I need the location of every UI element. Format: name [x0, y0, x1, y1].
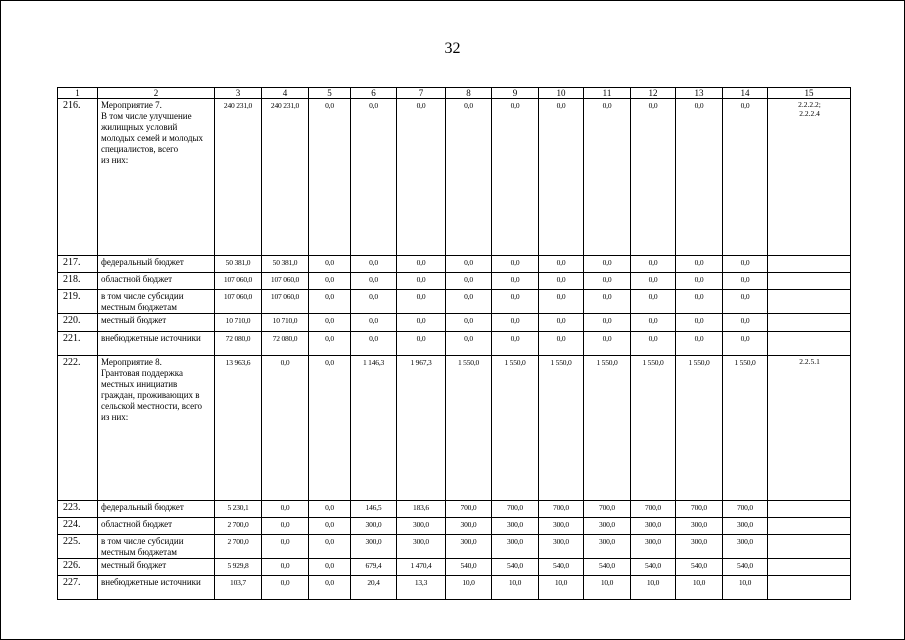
row-description: внебюджетные источники	[98, 332, 215, 356]
value-cell: 540,0	[446, 559, 492, 576]
column-header: 10	[539, 88, 584, 99]
value-cell: 0,0	[631, 99, 676, 256]
value-cell: 0,0	[309, 99, 351, 256]
value-cell: 0,0	[631, 290, 676, 314]
column-header: 2	[98, 88, 215, 99]
table-row	[58, 290, 851, 314]
value-cell: 0,0	[539, 99, 584, 256]
table-row	[58, 559, 851, 576]
value-cell: 0,0	[262, 576, 309, 600]
value-cell: 20,4	[351, 576, 397, 600]
value-cell: 0,0	[309, 501, 351, 518]
value-cell: 0,0	[492, 332, 539, 356]
table-row	[58, 356, 851, 501]
value-cell: 5 929,8	[215, 559, 262, 576]
value-cell: 300,0	[351, 535, 397, 559]
row-number: 223.	[58, 501, 98, 518]
reference-cell	[768, 273, 851, 290]
value-cell: 0,0	[262, 535, 309, 559]
value-cell: 0,0	[309, 314, 351, 332]
table-row	[58, 99, 851, 256]
value-cell: 300,0	[723, 518, 768, 535]
table-row	[58, 256, 851, 273]
value-cell: 0,0	[309, 290, 351, 314]
value-cell: 0,0	[539, 332, 584, 356]
value-cell: 300,0	[539, 535, 584, 559]
value-cell: 1 470,4	[397, 559, 446, 576]
row-description: федеральный бюджет	[98, 501, 215, 518]
value-cell: 0,0	[584, 314, 631, 332]
value-cell: 10,0	[584, 576, 631, 600]
value-cell: 0,0	[262, 356, 309, 501]
value-cell: 540,0	[539, 559, 584, 576]
value-cell: 183,6	[397, 501, 446, 518]
row-number: 219.	[58, 290, 98, 314]
value-cell: 1 550,0	[676, 356, 723, 501]
value-cell: 0,0	[584, 290, 631, 314]
value-cell: 107 060,0	[215, 273, 262, 290]
value-cell: 700,0	[723, 501, 768, 518]
row-number: 216.	[58, 99, 98, 256]
value-cell: 0,0	[309, 256, 351, 273]
value-cell: 0,0	[309, 559, 351, 576]
row-description: областной бюджет	[98, 518, 215, 535]
value-cell: 103,7	[215, 576, 262, 600]
row-number: 224.	[58, 518, 98, 535]
value-cell: 107 060,0	[262, 273, 309, 290]
value-cell: 0,0	[446, 256, 492, 273]
value-cell: 0,0	[397, 290, 446, 314]
value-cell: 0,0	[262, 559, 309, 576]
value-cell: 300,0	[351, 518, 397, 535]
value-cell: 50 381,0	[262, 256, 309, 273]
value-cell: 700,0	[446, 501, 492, 518]
column-header: 15	[768, 88, 851, 99]
value-cell: 0,0	[539, 256, 584, 273]
column-header: 13	[676, 88, 723, 99]
reference-cell	[768, 501, 851, 518]
value-cell: 10 710,0	[262, 314, 309, 332]
row-description: внебюджетные источники	[98, 576, 215, 600]
value-cell: 700,0	[584, 501, 631, 518]
value-cell: 0,0	[723, 256, 768, 273]
value-cell: 0,0	[351, 273, 397, 290]
value-cell: 0,0	[676, 290, 723, 314]
reference-cell: 2.2.5.1	[768, 356, 851, 501]
value-cell: 13,3	[397, 576, 446, 600]
value-cell: 0,0	[309, 356, 351, 501]
row-description: в том числе субсидии местным бюджетам	[98, 290, 215, 314]
value-cell: 0,0	[397, 256, 446, 273]
value-cell: 540,0	[492, 559, 539, 576]
value-cell: 0,0	[584, 256, 631, 273]
row-number: 221.	[58, 332, 98, 356]
value-cell: 0,0	[309, 535, 351, 559]
column-header: 5	[309, 88, 351, 99]
value-cell: 300,0	[584, 518, 631, 535]
reference-cell	[768, 256, 851, 273]
value-cell: 107 060,0	[262, 290, 309, 314]
value-cell: 300,0	[492, 518, 539, 535]
table-row	[58, 518, 851, 535]
value-cell: 10,0	[723, 576, 768, 600]
value-cell: 0,0	[631, 256, 676, 273]
table-row	[58, 332, 851, 356]
value-cell: 240 231,0	[215, 99, 262, 256]
value-cell: 10,0	[676, 576, 723, 600]
value-cell: 700,0	[492, 501, 539, 518]
value-cell: 700,0	[676, 501, 723, 518]
row-description: в том числе субсидии местным бюджетам	[98, 535, 215, 559]
value-cell: 300,0	[631, 518, 676, 535]
value-cell: 0,0	[446, 273, 492, 290]
value-cell: 0,0	[631, 273, 676, 290]
value-cell: 0,0	[397, 99, 446, 256]
value-cell: 1 550,0	[584, 356, 631, 501]
value-cell: 0,0	[446, 290, 492, 314]
value-cell: 0,0	[446, 314, 492, 332]
column-header: 11	[584, 88, 631, 99]
value-cell: 1 550,0	[492, 356, 539, 501]
value-cell: 0,0	[309, 273, 351, 290]
value-cell: 540,0	[584, 559, 631, 576]
budget-table	[57, 87, 851, 600]
column-header: 7	[397, 88, 446, 99]
column-header: 6	[351, 88, 397, 99]
value-cell: 10 710,0	[215, 314, 262, 332]
value-cell: 1 550,0	[446, 356, 492, 501]
value-cell: 0,0	[446, 332, 492, 356]
value-cell: 0,0	[492, 273, 539, 290]
value-cell: 1 550,0	[631, 356, 676, 501]
value-cell: 72 080,0	[262, 332, 309, 356]
value-cell: 0,0	[397, 332, 446, 356]
value-cell: 0,0	[262, 518, 309, 535]
value-cell: 50 381,0	[215, 256, 262, 273]
value-cell: 0,0	[676, 273, 723, 290]
row-number: 227.	[58, 576, 98, 600]
row-number: 222.	[58, 356, 98, 501]
column-header: 3	[215, 88, 262, 99]
row-description: местный бюджет	[98, 559, 215, 576]
value-cell: 0,0	[397, 314, 446, 332]
value-cell: 300,0	[723, 535, 768, 559]
column-header: 14	[723, 88, 768, 99]
value-cell: 0,0	[351, 256, 397, 273]
value-cell: 700,0	[539, 501, 584, 518]
table-row	[58, 535, 851, 559]
value-cell: 1 146,3	[351, 356, 397, 501]
value-cell: 10,0	[539, 576, 584, 600]
value-cell: 0,0	[262, 501, 309, 518]
value-cell: 1 550,0	[539, 356, 584, 501]
row-number: 226.	[58, 559, 98, 576]
value-cell: 0,0	[351, 290, 397, 314]
header-row	[58, 88, 851, 99]
value-cell: 300,0	[397, 518, 446, 535]
column-header: 8	[446, 88, 492, 99]
row-description: федеральный бюджет	[98, 256, 215, 273]
value-cell: 300,0	[584, 535, 631, 559]
value-cell: 2 700,0	[215, 535, 262, 559]
column-header: 9	[492, 88, 539, 99]
value-cell: 0,0	[723, 273, 768, 290]
value-cell: 0,0	[351, 99, 397, 256]
value-cell: 300,0	[676, 518, 723, 535]
value-cell: 300,0	[397, 535, 446, 559]
row-description: областной бюджет	[98, 273, 215, 290]
value-cell: 0,0	[309, 332, 351, 356]
reference-cell	[768, 332, 851, 356]
value-cell: 300,0	[631, 535, 676, 559]
value-cell: 0,0	[539, 290, 584, 314]
reference-cell	[768, 535, 851, 559]
value-cell: 0,0	[676, 99, 723, 256]
value-cell: 0,0	[676, 314, 723, 332]
value-cell: 10,0	[446, 576, 492, 600]
value-cell: 540,0	[631, 559, 676, 576]
value-cell: 0,0	[351, 332, 397, 356]
value-cell: 540,0	[676, 559, 723, 576]
value-cell: 0,0	[492, 290, 539, 314]
value-cell: 1 550,0	[723, 356, 768, 501]
row-number: 225.	[58, 535, 98, 559]
value-cell: 0,0	[539, 314, 584, 332]
value-cell: 0,0	[584, 332, 631, 356]
value-cell: 107 060,0	[215, 290, 262, 314]
value-cell: 0,0	[584, 273, 631, 290]
value-cell: 300,0	[446, 518, 492, 535]
value-cell: 0,0	[676, 256, 723, 273]
value-cell: 0,0	[492, 314, 539, 332]
value-cell: 0,0	[723, 314, 768, 332]
value-cell: 0,0	[446, 99, 492, 256]
value-cell: 0,0	[723, 99, 768, 256]
value-cell: 679,4	[351, 559, 397, 576]
value-cell: 146,5	[351, 501, 397, 518]
value-cell: 0,0	[631, 332, 676, 356]
value-cell: 72 080,0	[215, 332, 262, 356]
table-row	[58, 501, 851, 518]
row-number: 220.	[58, 314, 98, 332]
value-cell: 0,0	[492, 99, 539, 256]
value-cell: 13 963,6	[215, 356, 262, 501]
column-header: 4	[262, 88, 309, 99]
value-cell: 0,0	[584, 99, 631, 256]
reference-cell	[768, 290, 851, 314]
reference-cell: 2.2.2.2; 2.2.2.4	[768, 99, 851, 256]
value-cell: 2 700,0	[215, 518, 262, 535]
column-header: 1	[58, 88, 98, 99]
row-description: местный бюджет	[98, 314, 215, 332]
value-cell: 0,0	[723, 332, 768, 356]
value-cell: 10,0	[492, 576, 539, 600]
page-number: 32	[444, 40, 461, 57]
table-row	[58, 314, 851, 332]
column-header: 12	[631, 88, 676, 99]
value-cell: 0,0	[492, 256, 539, 273]
value-cell: 700,0	[631, 501, 676, 518]
value-cell: 0,0	[676, 332, 723, 356]
value-cell: 5 230,1	[215, 501, 262, 518]
value-cell: 0,0	[539, 273, 584, 290]
value-cell: 0,0	[351, 314, 397, 332]
reference-cell	[768, 314, 851, 332]
value-cell: 540,0	[723, 559, 768, 576]
table-row	[58, 273, 851, 290]
value-cell: 300,0	[676, 535, 723, 559]
row-description: Мероприятие 8. Грантовая поддержка местных инициатив граждан, проживающих в сельской местности, всего из них:	[98, 356, 215, 501]
value-cell: 1 967,3	[397, 356, 446, 501]
value-cell: 0,0	[397, 273, 446, 290]
row-number: 218.	[58, 273, 98, 290]
table-row	[58, 576, 851, 600]
value-cell: 0,0	[309, 518, 351, 535]
value-cell: 300,0	[492, 535, 539, 559]
row-number: 217.	[58, 256, 98, 273]
value-cell: 240 231,0	[262, 99, 309, 256]
reference-cell	[768, 576, 851, 600]
value-cell: 0,0	[631, 314, 676, 332]
value-cell: 0,0	[309, 576, 351, 600]
value-cell: 300,0	[446, 535, 492, 559]
reference-cell	[768, 559, 851, 576]
row-description: Мероприятие 7. В том числе улучшение жилищных условий молодых семей и молодых специалистов, всего из них:	[98, 99, 215, 256]
value-cell: 300,0	[539, 518, 584, 535]
reference-cell	[768, 518, 851, 535]
value-cell: 0,0	[723, 290, 768, 314]
value-cell: 10,0	[631, 576, 676, 600]
